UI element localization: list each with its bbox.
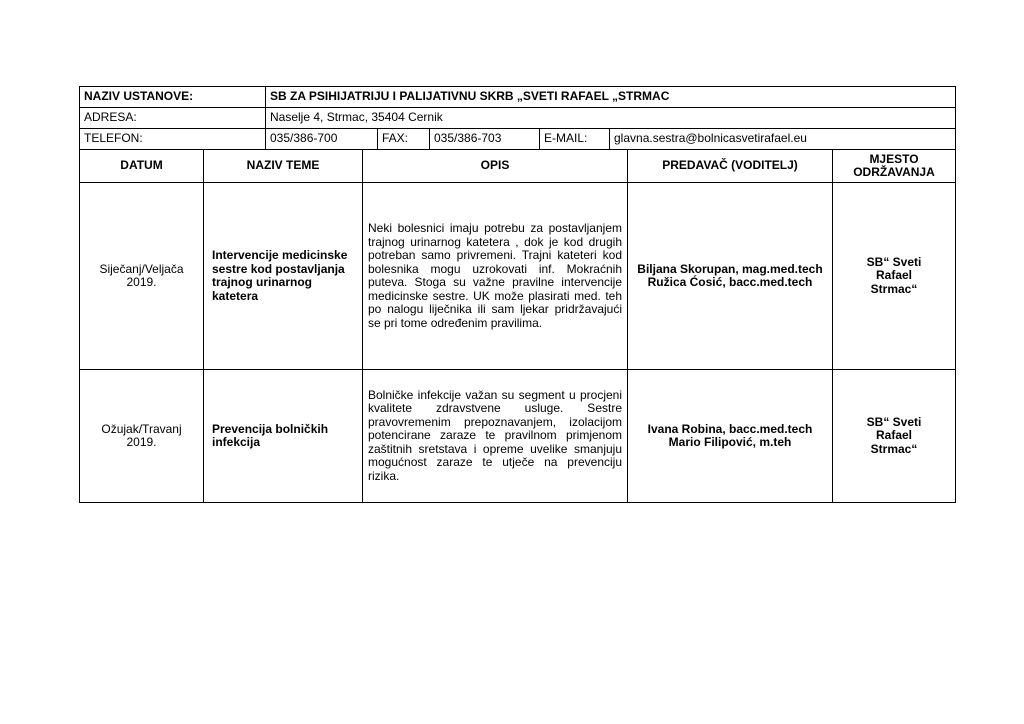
institution-name-label: NAZIV USTANOVE: (80, 87, 266, 108)
header-date: DATUM (80, 150, 204, 183)
row-topic: Prevencija bolničkih infekcija (204, 370, 363, 503)
fax-label: FAX: (378, 129, 430, 150)
table-row (80, 370, 956, 503)
address-value: Naselje 4, Strmac, 35404 Cernik (266, 108, 956, 129)
institution-name-row (80, 87, 956, 108)
row-date: Ožujak/Travanj 2019. (80, 370, 204, 503)
row-lecturer: Biljana Skorupan, mag.med.tech Ružica Ćosić, bacc.med.tech (628, 183, 833, 370)
table-header-row (80, 150, 956, 183)
row-description: Neki bolesnici imaju potrebu za postavljanjem trajnog urinarnog katetera , dok je kod drugih potreban samo privremeni. Trajni kateteri kod bolesnika mogu uzrokovati inf. Mokraćnih puteva. Stoga su važne pravilne intervencije medicinske sestre. UK može plasirati med. teh po nalogu liječnika ili sam ljekar pridržavajući se pri tome određenim pravilima. (363, 183, 628, 370)
header-lecturer: PREDAVAČ (VODITELJ) (628, 150, 833, 183)
institution-info-table (79, 86, 956, 150)
phone-label: TELEFON: (80, 129, 266, 150)
institution-name-value: SB ZA PSIHIJATRIJU I PALIJATIVNU SKRB „SVETI RAFAEL „STRMAC (266, 87, 956, 108)
contact-row (80, 129, 956, 150)
header-topic: NAZIV TEME (204, 150, 363, 183)
fax-value: 035/386-703 (430, 129, 540, 150)
header-location: MJESTO ODRŽAVANJA (833, 150, 956, 183)
row-description: Bolničke infekcije važan su segment u procjeni kvalitete zdravstvene usluge. Sestre pravovremenim prepoznavanjem, izolacijom potencirane zaraze te pravilnom primjenom zaštitnih sretstava i opreme uvelike smanjuju mogućnost zaraze te utječe na prevenciju rizika. (363, 370, 628, 503)
table-row (80, 183, 956, 370)
address-label: ADRESA: (80, 108, 266, 129)
email-value: glavna.sestra@bolnicasvetirafael.eu (610, 129, 956, 150)
header-description: OPIS (363, 150, 628, 183)
email-label: E-MAIL: (540, 129, 610, 150)
row-date: Siječanj/Veljača 2019. (80, 183, 204, 370)
row-location: SB“ Sveti Rafael Strmac“ (833, 183, 956, 370)
address-row (80, 108, 956, 129)
education-schedule-table (79, 150, 956, 503)
phone-value: 035/386-700 (266, 129, 378, 150)
row-lecturer: Ivana Robina, bacc.med.tech Mario Filipović, m.teh (628, 370, 833, 503)
row-topic: Intervencije medicinske sestre kod postavljanja trajnog urinarnog katetera (204, 183, 363, 370)
document-page (79, 86, 955, 503)
row-location: SB“ Sveti Rafael Strmac“ (833, 370, 956, 503)
